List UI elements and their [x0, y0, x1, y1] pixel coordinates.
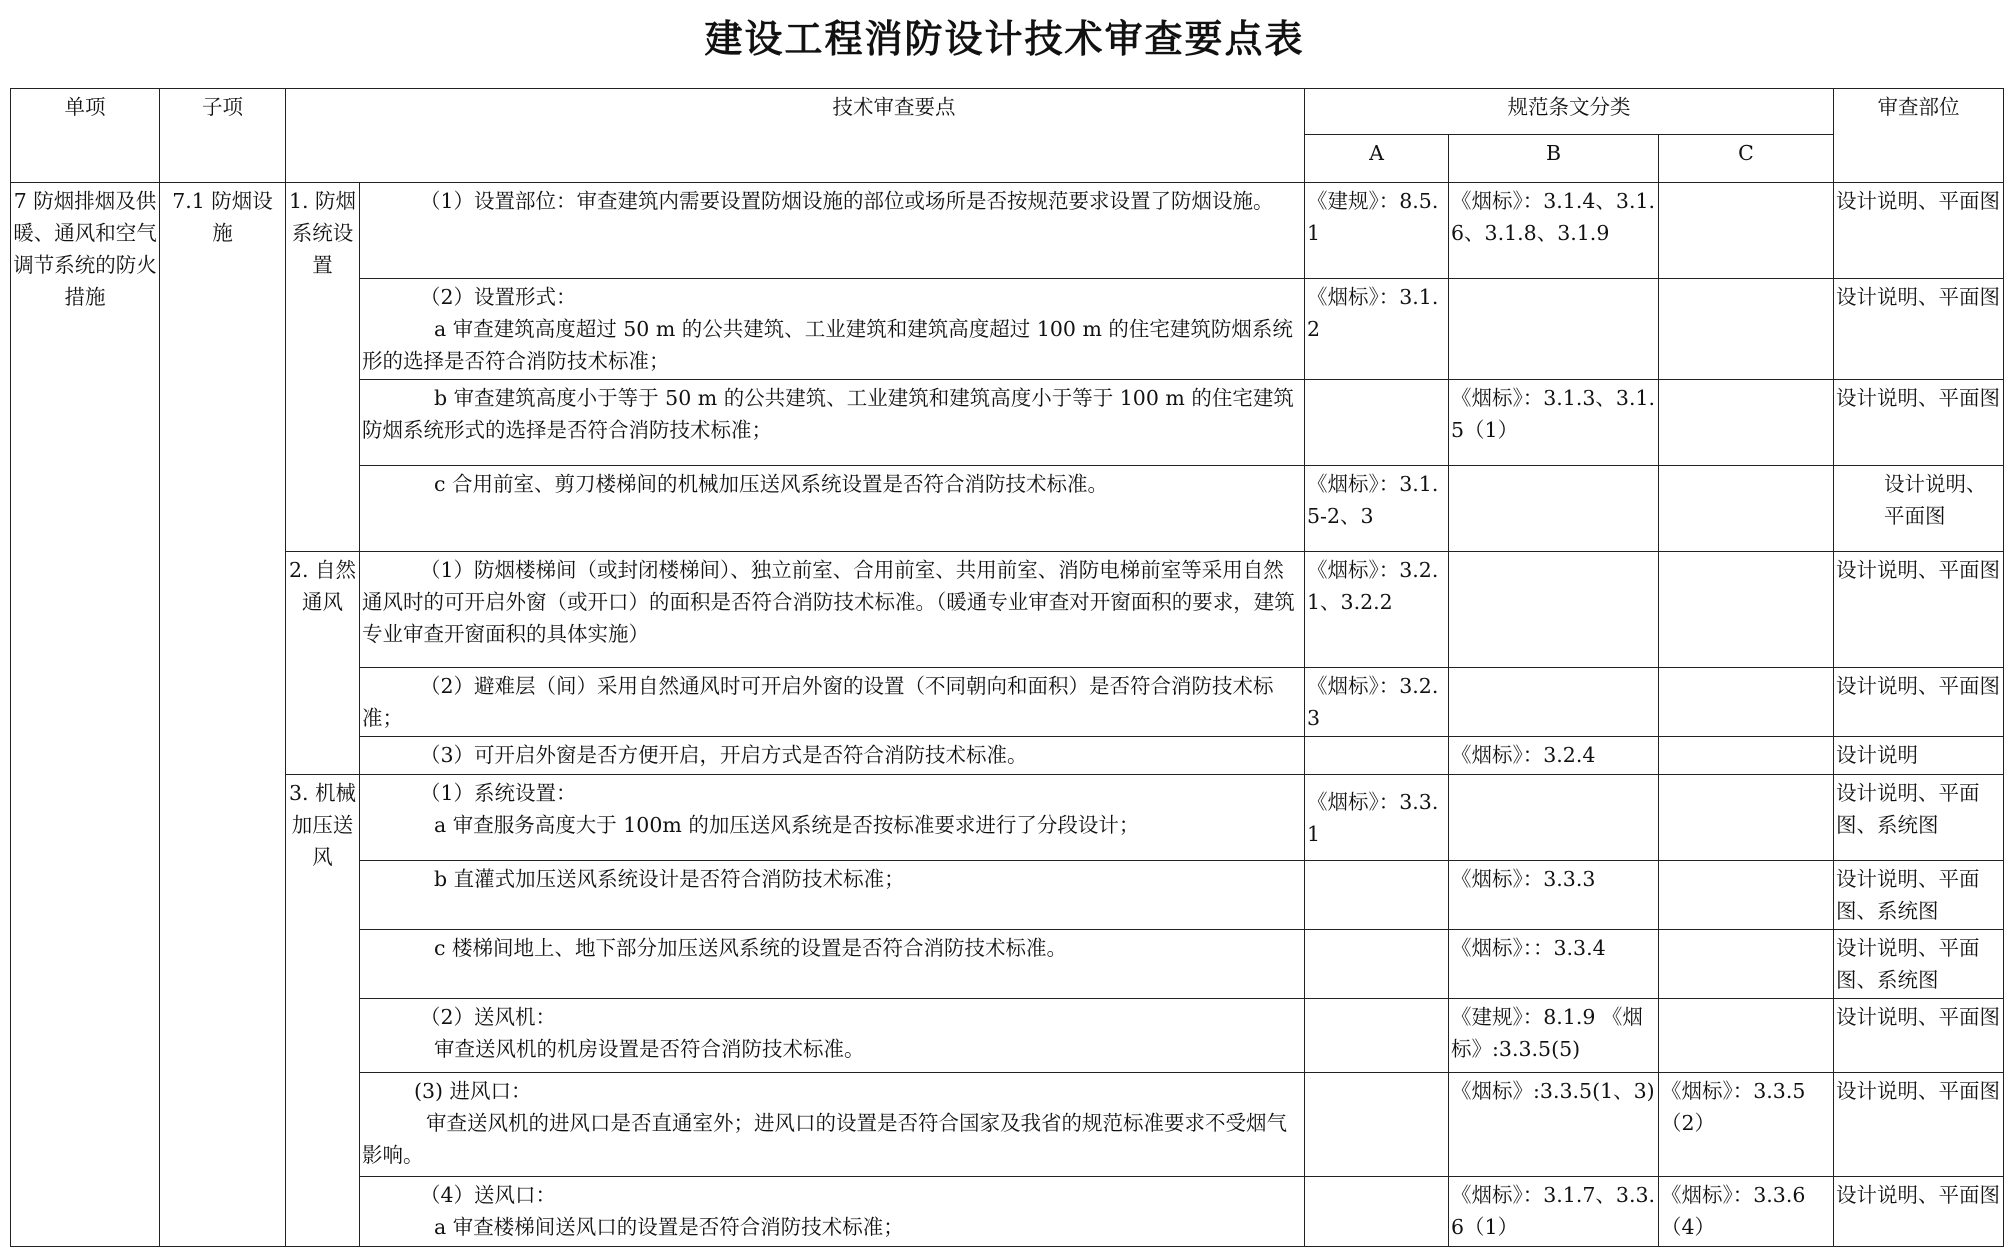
clause-a: [1305, 861, 1449, 930]
clause-b: [1449, 552, 1659, 668]
item-line: a 审查建筑高度超过 50 m 的公共建筑、工业建筑和建筑高度超过 100 m 的住宅建筑防烟系统形的选择是否符合消防技术标准；: [362, 317, 1293, 373]
clause-c: [1659, 183, 1834, 279]
header-b: B: [1449, 135, 1659, 183]
clause-a: [1305, 737, 1449, 775]
review-location: 设计说明、平面图、系统图: [1834, 930, 2004, 999]
review-location: 设计说明: [1834, 737, 2004, 775]
clause-a: 《烟标》：3.1.5-2、3: [1305, 466, 1449, 552]
item-line: (3) 进风口：: [414, 1079, 532, 1103]
page-title: 建设工程消防设计技术审查要点表: [704, 17, 1305, 61]
table-row: [360, 668, 1305, 737]
item-line: （1）设置部位：审查建筑内需要设置防烟设施的部位或场所是否按规范要求设置了防烟设施。: [420, 189, 1274, 213]
clause-b: 《烟标》：3.2.4: [1449, 737, 1659, 775]
clause-c: 《烟标》：3.3.6（4）: [1659, 1177, 1834, 1247]
clause-c: [1659, 466, 1834, 552]
review-location: 设计说明、平面图: [1834, 183, 2004, 279]
clause-c: [1659, 279, 1834, 380]
header-zixiang: 子项: [160, 89, 286, 183]
header-yaodian: 技术审查要点: [286, 89, 1305, 183]
clause-c: [1659, 999, 1834, 1073]
review-location: 设计说明、平面图: [1834, 1073, 2004, 1177]
review-location: 设计说明、平面图、系统图: [1834, 775, 2004, 861]
review-location: 设计说明、平面图: [1834, 999, 2004, 1073]
table-row: [360, 552, 1305, 668]
clause-a: 《烟标》：3.3.1: [1305, 775, 1449, 861]
table-row: [360, 999, 1305, 1073]
clause-b: [1449, 279, 1659, 380]
clause-b: [1449, 668, 1659, 737]
danxiang-cell: 7 防烟排烟及供暖、通风和空气调节系统的防火措施: [11, 183, 160, 1247]
table-row: [360, 1177, 1305, 1247]
clause-c: [1659, 668, 1834, 737]
table-row: [360, 930, 1305, 999]
item-line: （3）可开启外窗是否方便开启，开启方式是否符合消防技术标准。: [420, 743, 1028, 767]
review-location: 设计说明、平面图: [1834, 1177, 2004, 1247]
clause-c: 《烟标》：3.3.5（2）: [1659, 1073, 1834, 1177]
clause-b: 《烟标》：：3.3.4: [1449, 930, 1659, 999]
clause-b: 《建规》：8.1.9 《烟标》:3.3.5(5): [1449, 999, 1659, 1073]
item-line: 审查送风机的进风口是否直通室外；进风口的设置是否符合国家及我省的规范标准要求不受烟气影响。: [362, 1111, 1287, 1167]
item-line: b 直灌式加压送风系统设计是否符合消防技术标准；: [434, 867, 905, 891]
clause-c: [1659, 552, 1834, 668]
clause-a: [1305, 1073, 1449, 1177]
review-location: 设计说明、平面图: [1834, 466, 2004, 552]
clause-a: 《烟标》：3.1.2: [1305, 279, 1449, 380]
clause-b: 《烟标》：3.1.4、3.1.6、3.1.8、3.1.9: [1449, 183, 1659, 279]
clause-b: [1449, 466, 1659, 552]
zixiang-cell: 7.1 防烟设施: [160, 183, 286, 1247]
clause-a: [1305, 1177, 1449, 1247]
review-location: 设计说明、平面图: [1834, 380, 2004, 466]
item-line: a 审查服务高度大于 100m 的加压送风系统是否按标准要求进行了分段设计；: [434, 813, 1140, 837]
item-line: a 审查楼梯间送风口的设置是否符合消防技术标准；: [434, 1215, 904, 1239]
table-row: [360, 775, 1305, 861]
item-line: b 审查建筑高度小于等于 50 m 的公共建筑、工业建筑和建筑高度小于等于 100 m 的住宅建筑防烟系统形式的选择是否符合消防技术标准；: [362, 386, 1294, 442]
clause-c: [1659, 775, 1834, 861]
clause-b: 《烟标》:3.3.5(1、3): [1449, 1073, 1659, 1177]
clause-a: 《烟标》：3.2.3: [1305, 668, 1449, 737]
clause-b: [1449, 775, 1659, 861]
table-row: [360, 183, 1305, 279]
group-1-label: 1. 防烟系统设置: [286, 183, 360, 552]
group-3-label: 3. 机械加压送风: [286, 775, 360, 1247]
item-line: （1）系统设置：: [420, 781, 577, 805]
header-buwei: 审查部位: [1834, 89, 2004, 183]
clause-c: [1659, 380, 1834, 466]
item-line: （2）设置形式：: [420, 285, 577, 309]
table-row: [360, 861, 1305, 930]
clause-a: [1305, 999, 1449, 1073]
table-row: [360, 279, 1305, 380]
review-table: [10, 88, 2004, 1247]
table-row: [360, 380, 1305, 466]
clause-b: 《烟标》：3.3.3: [1449, 861, 1659, 930]
item-line: （4）送风口：: [420, 1183, 557, 1207]
review-location: 设计说明、平面图: [1834, 668, 2004, 737]
header-c: C: [1659, 135, 1834, 183]
header-fenlei: 规范条文分类: [1305, 89, 1834, 135]
header-danxiang: 单项: [11, 89, 160, 183]
table-row: [360, 466, 1305, 552]
clause-a: [1305, 380, 1449, 466]
clause-c: [1659, 930, 1834, 999]
clause-a: [1305, 930, 1449, 999]
review-location: 设计说明、平面图: [1834, 279, 2004, 380]
item-line: （1）防烟楼梯间（或封闭楼梯间）、独立前室、合用前室、共用前室、消防电梯前室等采用自然通风时的可开启外窗（或开口）的面积是否符合消防技术标准。（暖通专业审查对开窗面积的要求，建筑专业审查开窗面积的具体实施）: [362, 558, 1295, 646]
item-line: （2）送风机：: [420, 1005, 557, 1029]
table-row: [360, 737, 1305, 775]
table-row: [360, 1073, 1305, 1177]
item-line: c 楼梯间地上、地下部分加压送风系统的设置是否符合消防技术标准。: [434, 936, 1067, 960]
clause-c: [1659, 861, 1834, 930]
clause-b: 《烟标》：3.1.7、3.3.6（1）: [1449, 1177, 1659, 1247]
clause-a: 《烟标》：3.2.1、3.2.2: [1305, 552, 1449, 668]
clause-c: [1659, 737, 1834, 775]
review-location: 设计说明、平面图: [1834, 552, 2004, 668]
clause-b: 《烟标》：3.1.3、3.1.5（1）: [1449, 380, 1659, 466]
header-a: A: [1305, 135, 1449, 183]
item-line: c 合用前室、剪刀楼梯间的机械加压送风系统设置是否符合消防技术标准。: [434, 472, 1108, 496]
review-location: 设计说明、平面图、系统图: [1834, 861, 2004, 930]
item-line: 审查送风机的机房设置是否符合消防技术标准。: [434, 1037, 865, 1061]
clause-a: 《建规》：8.5.1: [1305, 183, 1449, 279]
group-2-label: 2. 自然通风: [286, 552, 360, 775]
item-line: （2）避难层（间）采用自然通风时可开启外窗的设置（不同朝向和面积）是否符合消防技术标准；: [362, 674, 1274, 730]
